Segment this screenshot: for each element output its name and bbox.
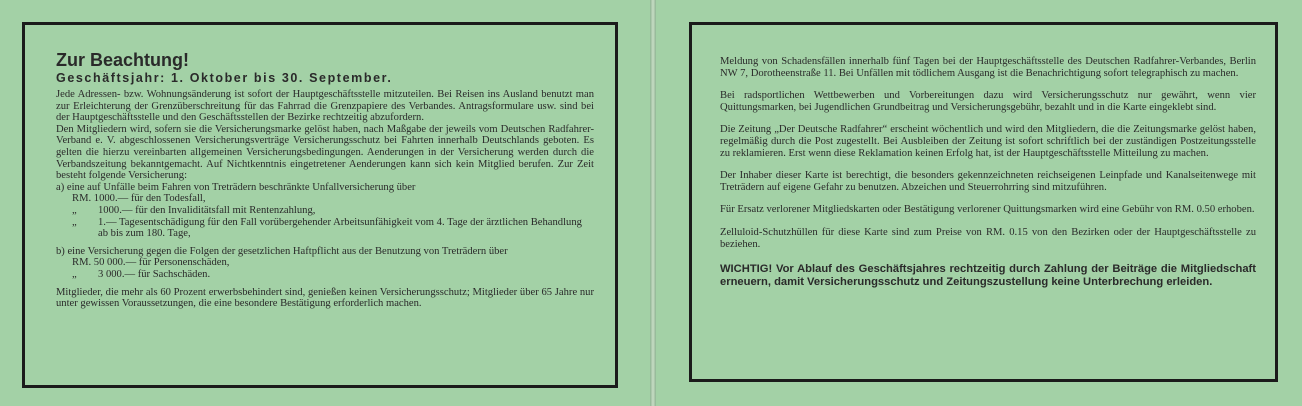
ditto-mark: „ — [72, 204, 77, 216]
protective-cover-paragraph: Zelluloid-Schutzhüllen für diese Karte sind zum Preise von RM. 0.15 von den Bezirken oder der Hauptgeschäftsstelle zu beziehen. — [720, 226, 1256, 250]
liability-item-property-text: 3 000.— für Sachschäden. — [98, 268, 211, 280]
accident-item-invalidity-text: 1000.— für den Invaliditätsfall mit Rentenzahlung, — [98, 204, 316, 216]
newspaper-paragraph: Die Zeitung „Der Deutsche Radfahrer“ erscheint wöchentlich und wird den Mitgliedern, die die Zeitungsmarke gelöst haben, regelmäßig durch die Post zugestellt. Bei Ausbleiben der Zeitung ist sofort schriftlich bei der zuständigen Postzeitungsstelle zu reklamieren. Erst wenn diese Reklamation keinen Erfolg hat, ist der Hauptgeschäftsstelle Mitteilung zu machen. — [720, 124, 1256, 159]
ditto-mark: „ — [72, 268, 77, 280]
liability-item-personal: RM. 50 000.— für Personenschäden, — [72, 257, 230, 269]
fiscal-year-line: Geschäftsjahr: 1. Oktober bis 30. September. — [56, 71, 393, 85]
accident-insurance-intro: a) eine auf Unfälle beim Fahren von Treträdern beschränkte Unfallversicherung über — [56, 181, 416, 193]
eligibility-paragraph: Mitglieder, die mehr als 60 Prozent erwerbsbehindert sind, genießen keinen Versicherungsschutz; Mitglieder über 65 Jahre nur unter gewissen Voraussetzungen, die eine besondere Bestätigung erforderlich machen. — [56, 286, 594, 310]
damage-report-paragraph: Meldung von Schadensfällen innerhalb fünf Tagen bei der Hauptgeschäftsstelle des Deutschen Radfahrer-Verbandes, Berlin NW 7, Dorotheenstraße 11. Bei Unfällen mit tödlichem Ausgang ist die Benachrichtigung sofort telegraphisch zu machen. — [720, 56, 1256, 79]
right-panel — [720, 56, 1256, 289]
insurance-paragraph: Den Mitgliedern wird, sofern sie die Versicherungsmarke gelöst haben, nach Maßgabe der jeweils vom Deutschen Radfahrer-Verband e. V. abgeschlossenen Versicherungsverträge Versicherungsschutz bei Fahrten innerhalb Deutschlands geboten. Es gelten die hierzu vereinbarten allgemeinen Versicherungsbedingungen. Aenderungen in der Versicherung werden durch die Verbandszeitung bekanntgemacht. Auf Nichtkenntnis eingetretener Aenderungen kann sich kein Mitglied berufen. Zur Zeit besteht folgende Versicherung: — [56, 123, 594, 182]
liability-item-property — [56, 269, 594, 281]
accident-item-invalidity — [56, 205, 594, 217]
replacement-fee-paragraph: Für Ersatz verlorener Mitgliedskarten oder Bestätigung verlorener Quittungsmarken wird eine Gebühr von RM. 0.50 erhoben. — [720, 204, 1255, 216]
competition-paragraph: Bei radsportlichen Wettbewerben und Vorbereitungen dazu wird Versicherungsschutz nur gewährt, wenn vier Quittungsmarken, bei Jugendlichen Grundbeitrag und Versicherungsgebühr, bezahlt und in die Karte eingeklebt sind. — [720, 90, 1256, 113]
left-panel — [56, 50, 594, 310]
important-notice: WICHTIG! Vor Ablauf des Geschäftsjahres rechtzeitig durch Zahlung der Beiträge die Mitgliedschaft erneuern, damit Versicherungsschutz und Zeitungszustellung keine Unterbrechung erleiden. — [720, 263, 1256, 289]
ditto-mark: „ — [72, 216, 77, 228]
accident-item-death: RM. 1000.— für den Todesfall, — [72, 193, 206, 205]
towpath-paragraph: Der Inhaber dieser Karte ist berechtigt, die besonders gekennzeichneten reichseigenen Leinpfade und Kanalseitenwege mit Treträdern auf eigene Gefahr zu benutzen. Abzeichen und Steuerrohrring sind mitzuführen. — [720, 170, 1256, 193]
accident-item-daily-allowance — [56, 217, 594, 240]
address-change-paragraph: Jede Adressen- bzw. Wohnungsänderung ist sofort der Hauptgeschäftsstelle mitzuteilen. Bei Reisen ins Ausland benutzt man zur Erleichterung der Grenzüberschreitung für das Fahrrad die Grenzpapiere des Verbandes. Antragsformulare usw. sind bei der Hauptgeschäftsstelle und den Geschäftsstellen der Bezirke rechtzeitig abzufordern. — [56, 89, 594, 124]
liability-insurance-intro: b) eine Versicherung gegen die Folgen der gesetzlichen Haftpflicht aus der Benutzung von Treträdern über — [56, 245, 508, 257]
page-title: Zur Beachtung! — [56, 50, 189, 70]
accident-item-daily-text: 1.— Tagesentschädigung für den Fall vorübergehender Arbeitsunfähigkeit vom 4. Tage der ärztlichen Behandlung ab bis zum 180. Tage, — [98, 216, 582, 240]
